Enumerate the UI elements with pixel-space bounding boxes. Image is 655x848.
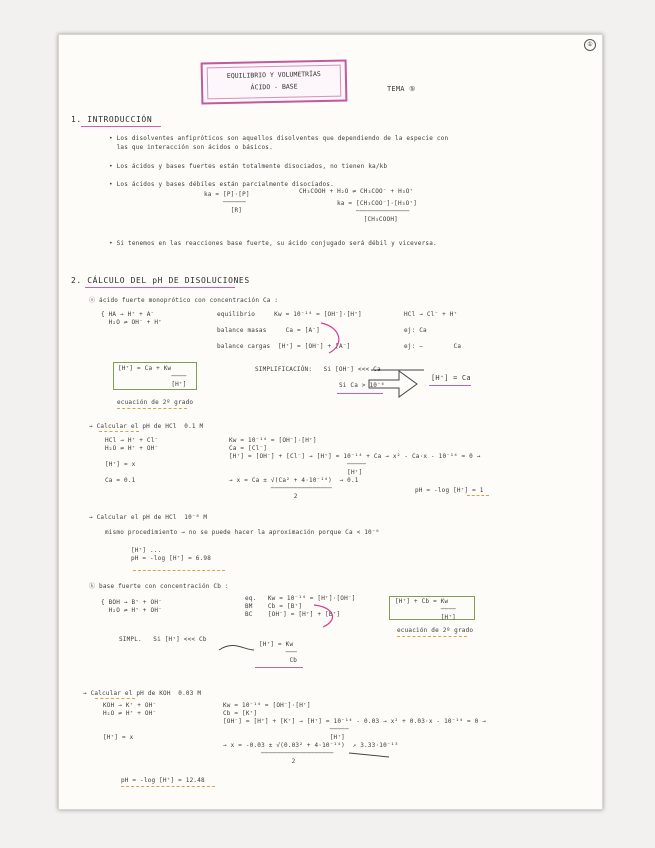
intro-bullet3: • Los ácidos y bases débiles están parcialmente disociados. xyxy=(109,181,334,188)
case-a-simplification2: Si Ca > 10⁻⁶ xyxy=(339,382,385,389)
case-a-box-note: ecuación de 2º grado xyxy=(117,399,194,406)
tema-label: TEMA ⑤ xyxy=(387,85,416,93)
case-b-equations: { BOH → B⁺ + OH⁻ H₂O ⇌ H⁺ + OH⁻ xyxy=(101,599,162,614)
case-b-title: ⓑ base fuerte con concentración Cb : xyxy=(89,583,229,590)
case-b-box-formula: [H⁺] + Cb = Kw ──── [H⁺] xyxy=(395,598,456,621)
intro-bullet4: • Si tenemos en las reacciones base fuerte, su ácido conjugado será débil y viceversa. xyxy=(109,240,437,247)
case-b-box-note: ecuación de 2º grado xyxy=(397,627,474,634)
case-a-title: ⓐ ácido fuerte monoprótico con concentración Ca : xyxy=(89,297,279,304)
example3-title: → Calcular el pH de KOH 0.03 M xyxy=(83,690,202,697)
ka-reaction: CH₃COOH + H₂O ⇌ CH₃COO⁻ + H₃O⁺ xyxy=(299,188,414,195)
case-a-simple-result: [H⁺] = Ca xyxy=(431,374,471,382)
example2-title: → Calcular el pH de HCl 10⁻⁸ M xyxy=(89,514,208,521)
example1-ph: pH = -log [H⁺] = 1 xyxy=(415,487,484,494)
case-b-balances: eq. Kw = 10⁻¹⁴ = [H⁺]·[OH⁻] BM Cb = [B⁺] BC [OH⁻] = [H⁺] + [B⁺] xyxy=(245,595,356,618)
case-b-simple-result: [H⁺] = Kw ─── Cb xyxy=(259,641,298,664)
section1-heading: 1. INTRODUCCIÓN xyxy=(71,115,153,124)
example3-right: Kw = 10⁻¹⁴ = [OH⁻]·[H⁺] Cb = [K⁺] [OH⁻] = [H⁺] + [K⁺] → [H⁺] = 10⁻¹⁴ - 0.03 → x² + 0.03·x - 10⁻¹⁴ = 0 → ───── [H⁺] → x = -0.03 ± √(0.03² + 4·10⁻¹⁴) ↗ 3.33·10⁻¹³ ─────────────────── 2 xyxy=(223,702,487,765)
intro-bullet1b: las que interacción son ácidos o básicos. xyxy=(109,144,273,151)
case-a-simplification: SIMPLIFICACIÓN: Si [OH⁻] <<< Ca xyxy=(255,366,381,373)
example1-left: HCl → H⁺ + Cl⁻ H₂O ⇌ H⁺ + OH⁻ [H⁺] = x Ca = 0.1 xyxy=(105,437,159,484)
case-a-side-example: HCl → Cl⁻ + H⁺ ej: Ca ej: — Ca xyxy=(404,311,462,350)
example1-right: Kw = 10⁻¹⁴ = [OH⁻]·[H⁺] Ca = [Cl⁻] [H⁺] = [OH⁻] + [Cl⁻] → [H⁺] = 10⁻¹⁴ + Ca → x² - Ca·x - 10⁻¹⁴ = 0 → ───── [H⁺] → x = Ca ± √(Ca² + 4·10⁻¹⁴) → 0.1 ──────────────── 2 xyxy=(229,437,481,500)
case-a-balances: equilibrio Kw = 10⁻¹⁴ = [OH⁻]·[H⁺] balance masas Ca = [A⁻] balance cargas [H⁺] = [OH⁻] + [A⁻] xyxy=(217,311,362,350)
example2-answer: [H⁺] ... pH = -log [H⁺] = 6.98 xyxy=(131,547,212,562)
section2-heading: 2. CÁLCULO DEL pH DE DISOLUCIONES xyxy=(71,276,250,285)
case-b-simplification: SIMPL. Si [H⁺] <<< Cb xyxy=(119,636,207,643)
page-number: ① xyxy=(584,39,596,51)
intro-bullet2: • Los ácidos y bases fuertes están totalmente disociados, no tienen ka/kb xyxy=(109,163,388,170)
case-a-equations: { HA → H⁺ + A⁻ H₂O ⇌ OH⁻ + H⁺ xyxy=(101,311,162,326)
hand-drawn-arrows xyxy=(59,35,602,809)
example3-ph: pH = -log [H⁺] = 12.48 xyxy=(121,777,205,784)
example1-title: → Calcular el pH de HCl 0.1 M xyxy=(89,423,204,430)
example2-line: mismo procedimiento → no se puede hacer la aproximación porque Ca < 10⁻⁶ xyxy=(105,529,380,536)
intro-bullet1a: • Los disolventes anfipróticos son aquellos disolventes que dependiendo de la especie con xyxy=(109,135,449,142)
title-line1: EQUILIBRIO Y VOLUMETRÍAS xyxy=(226,70,321,80)
example3-left: KOH → K⁺ + OH⁻ H₂O ⇌ H⁺ + OH⁻ [H⁺] = x xyxy=(103,702,157,741)
ka-formula-right: ka = [CH₃COO⁻]·[H₃O⁺] ────────────── [CH₃COOH] xyxy=(337,200,418,223)
notebook-page xyxy=(58,34,603,810)
title-line2: ÁCIDO - BASE xyxy=(250,82,298,92)
case-a-box-formula: [H⁺] = Ca + Kw ──── [H⁺] xyxy=(118,365,187,388)
ka-formula-left: ka = [P]·[P] ────── [R] xyxy=(204,191,250,214)
